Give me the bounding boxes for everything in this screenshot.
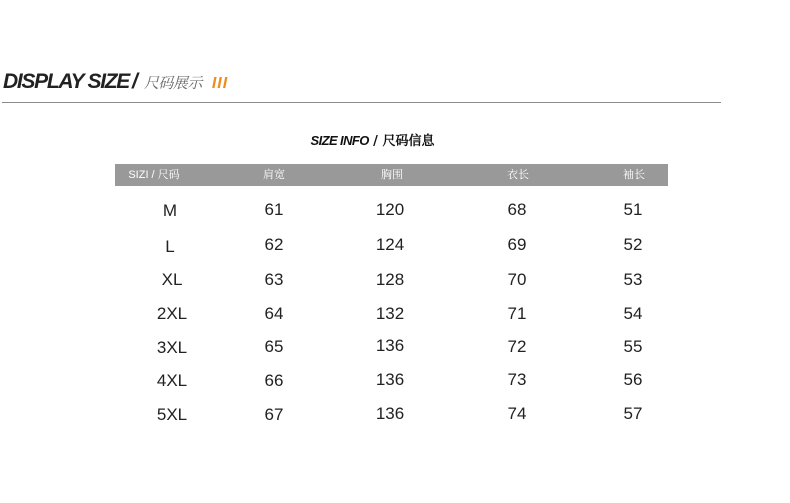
cell-shoulder: 64 [264, 304, 284, 323]
cell-size: L [165, 237, 175, 256]
column-header-size: SIZI / 尺码 [128, 169, 180, 181]
cell-size: M [162, 201, 178, 220]
cell-chest: 120 [375, 200, 405, 219]
column-header-shoulder: 肩宽 [263, 169, 285, 181]
cell-shoulder: 62 [264, 235, 284, 254]
section-title-slash: / [132, 70, 138, 93]
cell-size: 4XL [156, 371, 188, 390]
cell-sleeve: 51 [623, 200, 643, 219]
cell-chest: 136 [375, 370, 405, 389]
table-subtitle [0, 130, 745, 150]
cell-chest: 132 [375, 304, 405, 323]
cell-sleeve: 52 [623, 235, 643, 254]
cell-length: 74 [507, 404, 527, 423]
column-header-chest: 胸围 [381, 169, 403, 181]
cell-shoulder: 67 [264, 405, 284, 424]
cell-chest: 128 [375, 270, 405, 289]
table-header-row [115, 164, 668, 186]
subtitle-cn: / 尺码信息 [373, 134, 435, 149]
cell-length: 68 [507, 200, 527, 219]
cell-length: 70 [507, 270, 527, 289]
column-header-length: 衣长 [507, 169, 529, 181]
cell-size: 2XL [156, 304, 188, 323]
subtitle-en: SIZE INFO [310, 133, 369, 148]
cell-size: 3XL [156, 338, 188, 357]
cell-sleeve: 54 [623, 304, 643, 323]
section-title-cn: 尺码展示 [143, 74, 202, 92]
cell-shoulder: 66 [264, 371, 284, 390]
cell-chest: 136 [375, 404, 405, 423]
cell-sleeve: 57 [623, 404, 643, 423]
cell-shoulder: 61 [264, 200, 284, 219]
section-header [3, 70, 228, 98]
section-title-en: DISPLAY SIZE [3, 70, 129, 93]
column-header-sleeve: 袖长 [623, 169, 645, 181]
cell-length: 72 [507, 337, 527, 356]
cell-length: 71 [507, 304, 527, 323]
cell-length: 69 [507, 235, 527, 254]
cell-chest: 136 [375, 336, 405, 355]
cell-size: 5XL [156, 405, 188, 424]
cell-length: 73 [507, 370, 527, 389]
header-divider [2, 102, 721, 103]
cell-shoulder: 63 [264, 270, 284, 289]
cell-chest: 124 [375, 235, 405, 254]
cell-sleeve: 53 [623, 270, 643, 289]
cell-size: XL [161, 270, 183, 289]
cell-sleeve: 56 [623, 370, 643, 389]
cell-shoulder: 65 [264, 337, 284, 356]
cell-sleeve: 55 [623, 337, 643, 356]
accent-marks: III [211, 75, 229, 92]
